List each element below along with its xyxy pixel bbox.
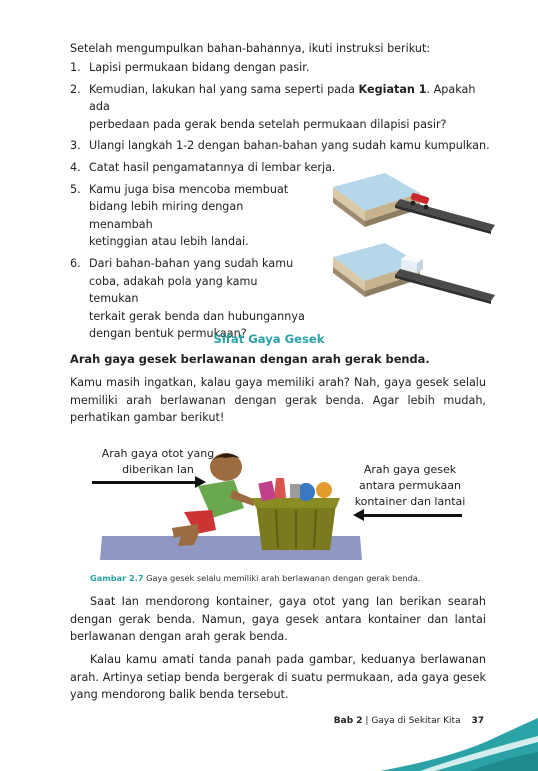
paragraph-explanation: Saat Ian mendorong kontainer, gaya otot yang Ian berikan searah dengan gerak benda. Namun, gaya gesek antara kontainer dan lantai berlawanan dengan arah gerak benda. [70,595,486,643]
corner-wave-decoration [380,700,538,771]
toys-icon [258,478,332,501]
figure-illustration [100,450,370,565]
page-number: 37 [471,716,484,726]
list-item: 6. Dari bahan-bahan yang sudah kamu coba, adakah pola yang kamu temukan terkait gerak benda dan hubungannya dengan bentuk permukaan? [70,256,305,341]
figure-label-left: Arah gaya otot yang diberikan Ian [101,447,215,476]
subheading: Arah gaya gesek berlawanan dengan arah gerak benda. [70,352,430,366]
list-item: 5. Kamu juga bisa mencoba membuat bidang lebih miring dengan menambah ketinggian atau lebih landai. [70,182,289,249]
ramp-illustration-block [325,237,500,305]
chapter-title: Gaya di Sekitar Kita [371,716,461,726]
section-title: Sifat Gaya Gesek [213,332,325,346]
intro-text: Setelah mengumpulkan bahan-bahannya, ikuti instruksi berikut: [70,42,431,55]
paragraph-conclusion: Kalau kamu amati tanda panah pada gambar, keduanya berlawanan arah. Artinya setiap benda bergerak di suatu permukaan, ada gaya gesek yang mendorong balik benda tersebut. [70,653,486,701]
boy-icon [172,453,256,546]
paragraph-intro: Kamu masih ingatkan, kalau gaya memiliki arah? Nah, gaya gesek selalu memiliki arah berlawanan dengan gerak benda. Agar lebih mudah, perhatikan gambar berikut! [70,376,486,424]
list-item: 4. Catat hasil pengamatannya di lembar kerja. [70,160,336,174]
container-box-icon [252,498,340,550]
list-item: 1. Lapisi permukaan bidang dengan pasir. [70,61,310,74]
chapter-label: Bab 2 [333,716,363,726]
ramp-illustration-car [325,165,500,235]
figure-label-right: Arah gaya gesek antara permukaan kontainer dan lantai [354,463,466,508]
list-item: 3. Ulangi langkah 1-2 dengan bahan-bahan yang sudah kamu kumpulkan. [70,139,490,153]
kegiatan-ref: Kegiatan 1 [358,82,427,96]
page-footer: Bab 2 | Gaya di Sekitar Kita 37 [333,716,484,726]
list-item: 2. Kemudian, lakukan hal yang sama seperti pada Kegiatan 1. Apakah ada perbedaan pada gerak benda setelah permukaan dilapisi pasir? [70,82,476,131]
figure-caption: Gambar 2.7 Gaya gesek selalu memiliki arah berlawanan dengan gerak benda. [90,573,421,583]
arrow-left-icon [362,514,462,517]
